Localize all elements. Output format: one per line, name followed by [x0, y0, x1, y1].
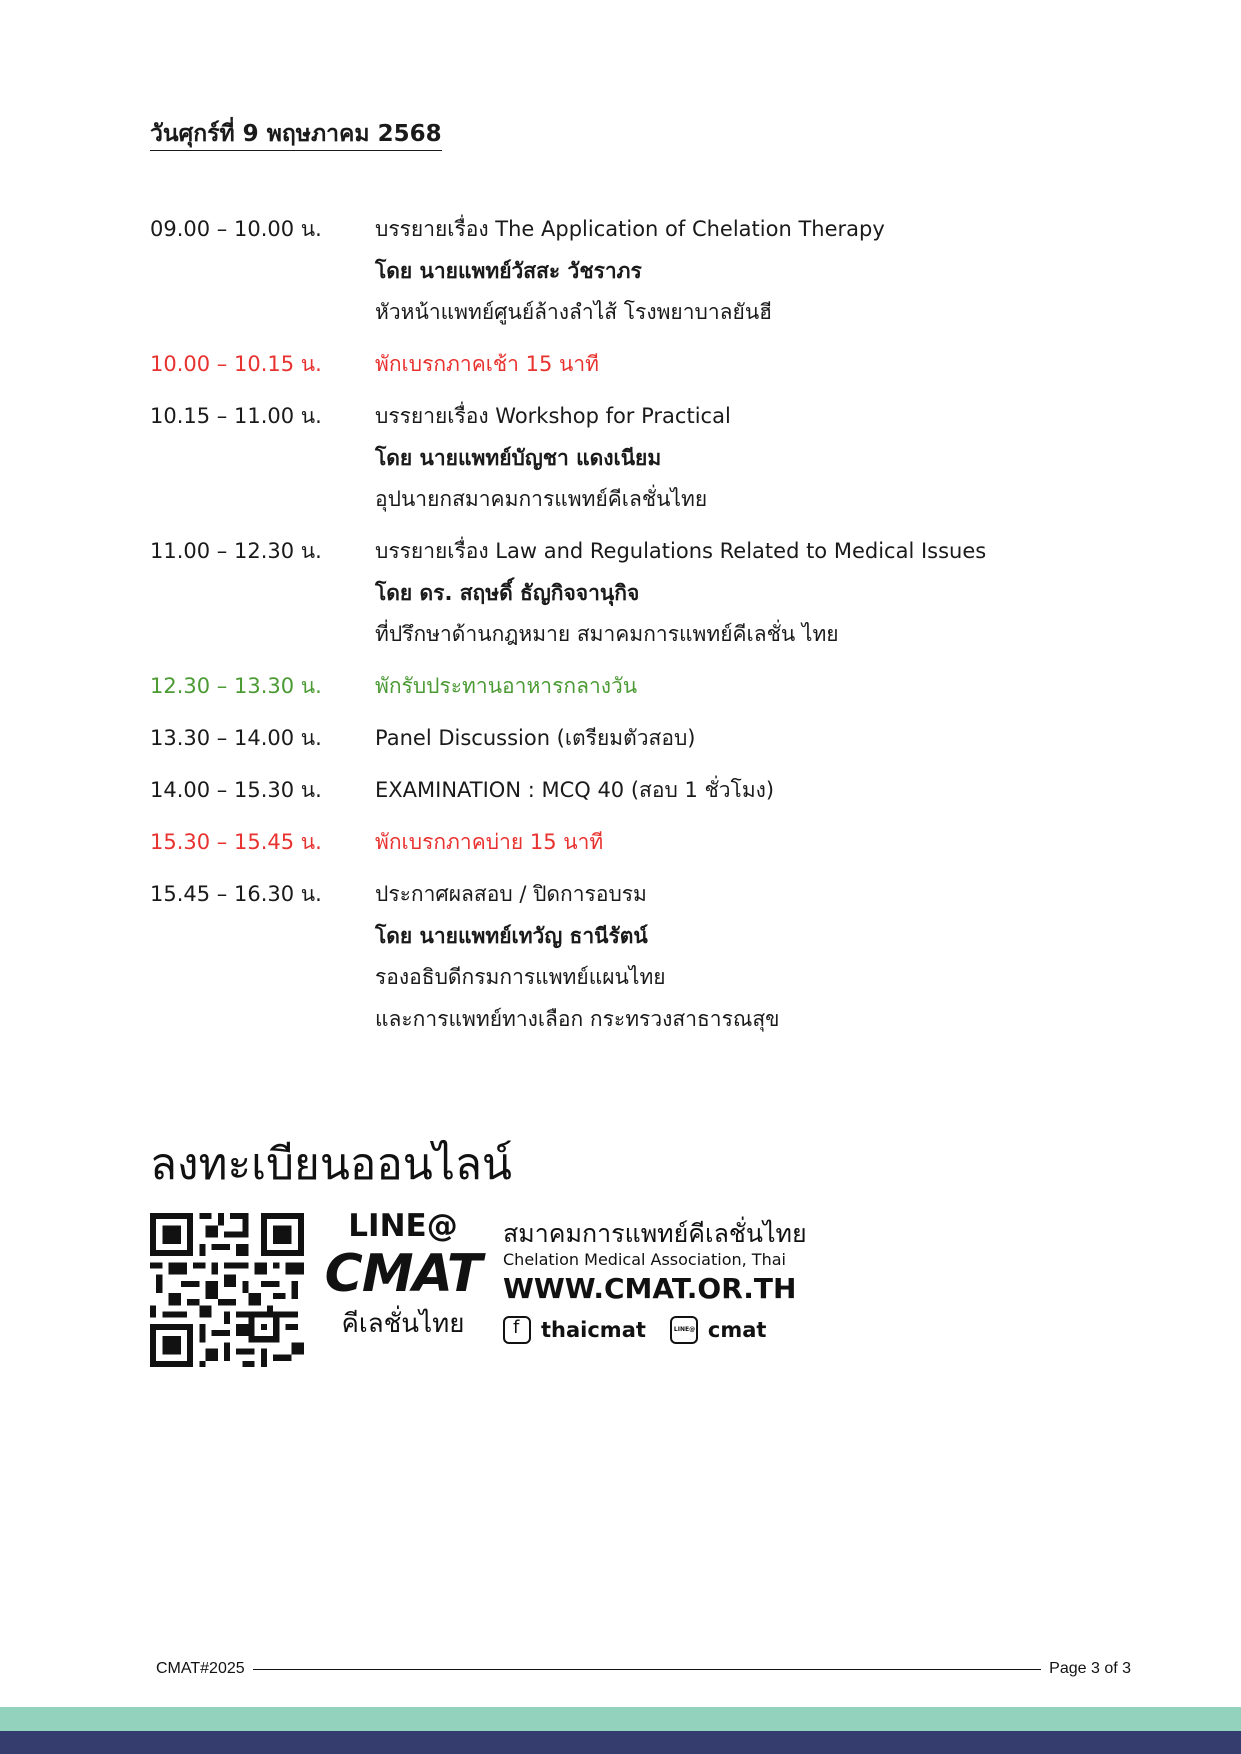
qr-code-icon[interactable]: [150, 1213, 304, 1367]
association-name-english: Chelation Medical Association, Thai: [503, 1250, 786, 1269]
register-title: ลงทะเบียนออนไลน์: [150, 1139, 513, 1190]
agenda-row: [150, 399, 1150, 516]
cmat-thai-name: คีเลชั่นไทย: [341, 1309, 465, 1339]
agenda-row-lunch: [150, 669, 1150, 703]
agenda-speaker: โดย นายแพทย์บัญชา แดงเนียม: [375, 445, 662, 470]
day-heading: วันศุกร์ที่ 9 พฤษภาคม 2568: [150, 118, 442, 151]
agenda-time: 10.00 – 10.15 น.: [150, 352, 322, 376]
agenda-topic: ประกาศผลสอบ / ปิดการอบรม: [375, 882, 647, 906]
agenda-time: 12.30 – 13.30 น.: [150, 674, 322, 698]
footer-divider: [253, 1669, 1042, 1670]
agenda-speaker-title: อุปนายกสมาคมการแพทย์คีเลชั่นไทย: [375, 487, 708, 511]
agenda-speaker-title-cont: และการแพทย์ทางเลือก กระทรวงสาธารณสุข: [375, 1006, 780, 1031]
agenda-time: 15.30 – 15.45 น.: [150, 830, 322, 854]
agenda-speaker: โดย นายแพทย์วัสสะ วัชราภร: [375, 258, 642, 283]
agenda-row: [150, 877, 1150, 1036]
association-info: [503, 1218, 807, 1344]
page-footer: [156, 1657, 1131, 1681]
agenda-time: 14.00 – 15.30 น.: [150, 778, 322, 802]
agenda-row-break: [150, 825, 1150, 859]
line-icon[interactable]: [670, 1316, 698, 1344]
footer-code: CMAT#2025: [156, 1660, 245, 1677]
website-link[interactable]: WWW.CMAT.OR.TH: [503, 1272, 797, 1305]
agenda-speaker-title: หัวหน้าแพทย์ศูนย์ล้างลำไส้ โรงพยาบาลยันฮี: [375, 300, 772, 324]
footer-stripe-navy: [0, 1731, 1241, 1754]
agenda-row: [150, 534, 1150, 651]
social-links: [503, 1316, 807, 1344]
agenda-speaker-title: รองอธิบดีกรมการแพทย์แผนไทย: [375, 965, 666, 989]
agenda: [150, 212, 1150, 1054]
agenda-speaker: โดย ดร. สฤษดิ์ ธัญกิจจานุกิจ: [375, 580, 640, 605]
agenda-row-break: [150, 347, 1150, 381]
footer-stripe-green: [0, 1707, 1241, 1731]
agenda-time: 10.15 – 11.00 น.: [150, 404, 322, 428]
page-number: Page 3 of 3: [1049, 1660, 1131, 1677]
facebook-handle[interactable]: thaicmat: [541, 1318, 646, 1342]
agenda-speaker-title: ที่ปรึกษาด้านกฎหมาย สมาคมการแพทย์คีเลชั่น ไทย: [375, 622, 839, 646]
agenda-topic: บรรยายเรื่อง Workshop for Practical: [375, 404, 731, 428]
agenda-topic: EXAMINATION : MCQ 40 (สอบ 1 ชั่วโมง): [375, 778, 775, 802]
agenda-topic: Panel Discussion (เตรียมตัวสอบ): [375, 726, 696, 750]
agenda-topic: พักเบรกภาคเช้า 15 นาที: [375, 352, 600, 376]
agenda-topic: พักเบรกภาคบ่าย 15 นาที: [375, 830, 604, 854]
agenda-row: [150, 721, 1150, 755]
association-name-thai: สมาคมการแพทย์คีเลชั่นไทย: [503, 1219, 807, 1248]
agenda-time: 13.30 – 14.00 น.: [150, 726, 322, 750]
agenda-topic: บรรยายเรื่อง Law and Regulations Related to Medical Issues: [375, 539, 987, 563]
agenda-topic: พักรับประทานอาหารกลางวัน: [375, 674, 638, 698]
agenda-time: 09.00 – 10.00 น.: [150, 217, 322, 241]
facebook-icon[interactable]: [503, 1316, 531, 1344]
line-at-label: LINE@: [348, 1208, 458, 1244]
agenda-speaker: โดย นายแพทย์เทวัญ ธานีรัตน์: [375, 923, 648, 948]
agenda-row: [150, 212, 1150, 329]
agenda-time: 11.00 – 12.30 น.: [150, 539, 322, 563]
agenda-time: 15.45 – 16.30 น.: [150, 882, 322, 906]
line-handle[interactable]: cmat: [707, 1318, 767, 1342]
agenda-topic: บรรยายเรื่อง The Application of Chelation Therapy: [375, 217, 885, 241]
agenda-row: [150, 773, 1150, 807]
line-brand: [318, 1208, 488, 1344]
cmat-logo: CMAT: [324, 1244, 482, 1304]
